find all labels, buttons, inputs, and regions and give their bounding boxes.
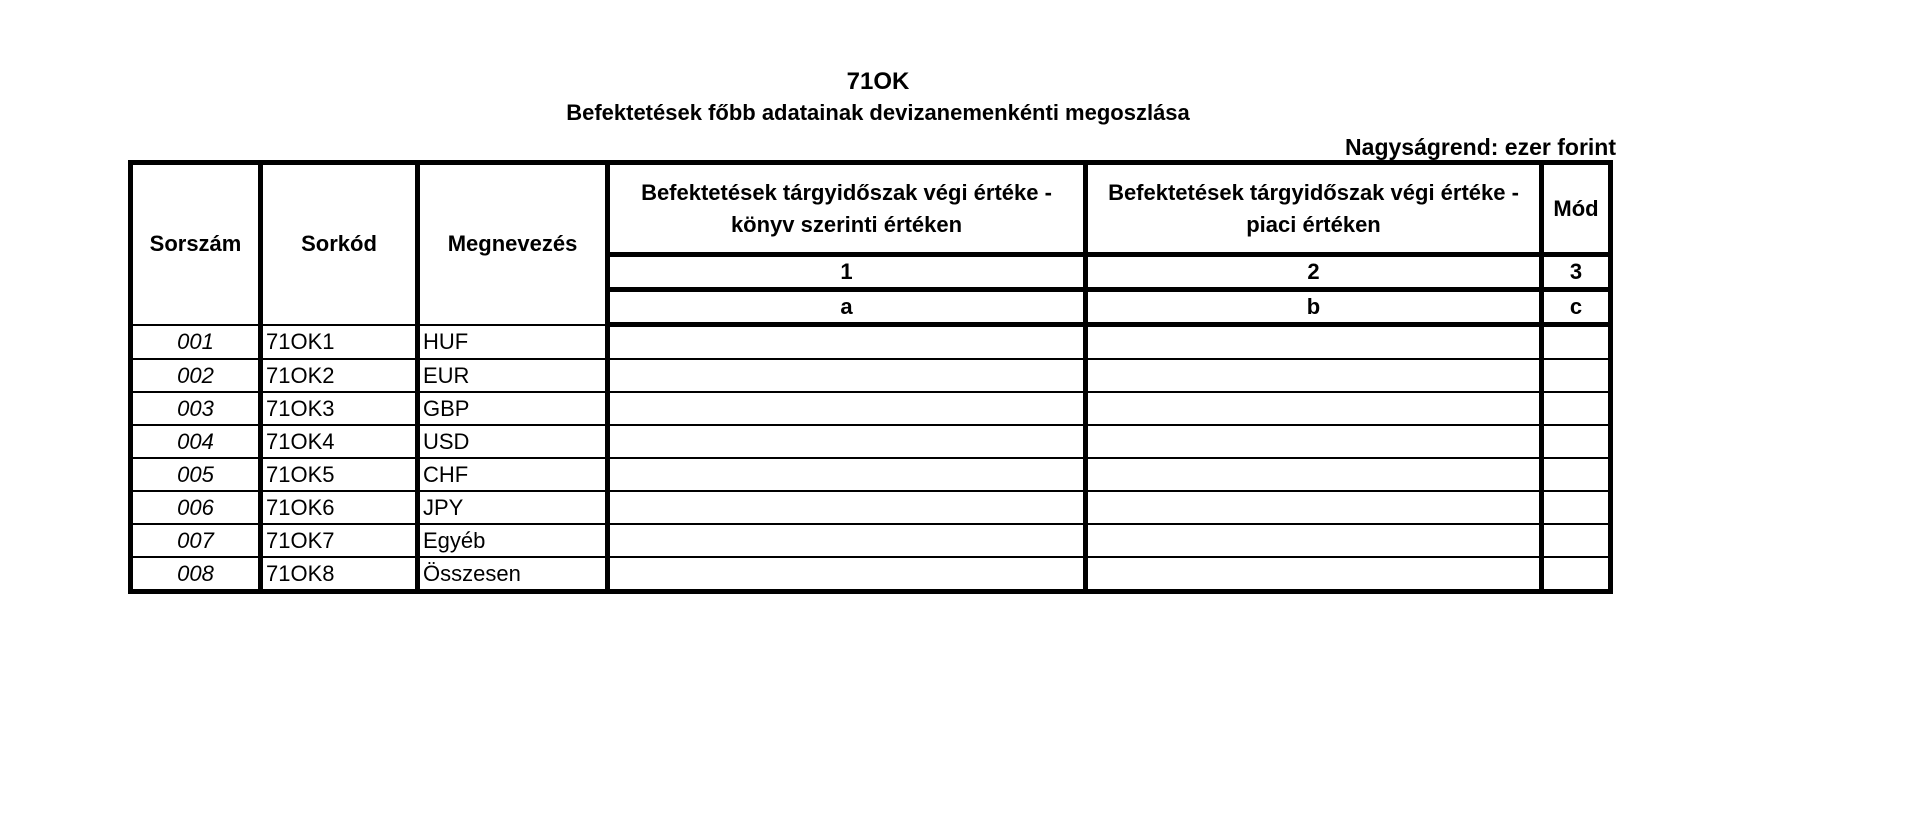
market-value-cell[interactable] — [1086, 491, 1542, 524]
mod-cell[interactable] — [1542, 458, 1611, 491]
table-row — [131, 557, 1611, 592]
market-value-cell[interactable] — [1086, 359, 1542, 392]
row-number: 008 — [131, 557, 261, 592]
market-value-cell[interactable] — [1086, 392, 1542, 425]
column-number-2: 2 — [1086, 255, 1542, 290]
row-name: USD — [418, 425, 608, 458]
table-row — [131, 491, 1611, 524]
row-name: HUF — [418, 325, 608, 360]
header-sorszam: Sorszám — [131, 163, 261, 325]
mod-cell[interactable] — [1542, 491, 1611, 524]
table-row — [131, 425, 1611, 458]
market-value-cell[interactable] — [1086, 557, 1542, 592]
row-code: 71OK3 — [261, 392, 418, 425]
row-code: 71OK1 — [261, 325, 418, 360]
book-value-cell[interactable] — [608, 425, 1086, 458]
mod-cell[interactable] — [1542, 425, 1611, 458]
row-name: Összesen — [418, 557, 608, 592]
book-value-cell[interactable] — [608, 359, 1086, 392]
row-code: 71OK5 — [261, 458, 418, 491]
row-number: 004 — [131, 425, 261, 458]
row-number: 006 — [131, 491, 261, 524]
header-book-value: Befektetések tárgyidőszak végi értéke - könyv szerinti értéken — [608, 163, 1086, 255]
row-code: 71OK4 — [261, 425, 418, 458]
book-value-cell[interactable] — [608, 557, 1086, 592]
row-number: 005 — [131, 458, 261, 491]
mod-cell[interactable] — [1542, 359, 1611, 392]
table-row — [131, 325, 1611, 360]
data-table — [128, 160, 1613, 594]
book-value-cell[interactable] — [608, 491, 1086, 524]
row-number: 001 — [131, 325, 261, 360]
book-value-cell[interactable] — [608, 392, 1086, 425]
unit-label: Nagyságrend: ezer forint — [1345, 134, 1616, 160]
row-name: JPY — [418, 491, 608, 524]
table-row — [131, 458, 1611, 491]
column-number-1: 1 — [608, 255, 1086, 290]
mod-cell[interactable] — [1542, 392, 1611, 425]
row-name: Egyéb — [418, 524, 608, 557]
column-number-3: 3 — [1542, 255, 1611, 290]
header-megnevezes: Megnevezés — [418, 163, 608, 325]
row-number: 002 — [131, 359, 261, 392]
market-value-cell[interactable] — [1086, 458, 1542, 491]
mod-cell[interactable] — [1542, 524, 1611, 557]
row-number: 003 — [131, 392, 261, 425]
mod-cell[interactable] — [1542, 557, 1611, 592]
row-name: EUR — [418, 359, 608, 392]
mod-cell[interactable] — [1542, 325, 1611, 360]
header-mod: Mód — [1542, 163, 1611, 255]
column-letter-b: b — [1086, 290, 1542, 325]
header-market-value: Befektetések tárgyidőszak végi értéke - piaci értéken — [1086, 163, 1542, 255]
market-value-cell[interactable] — [1086, 325, 1542, 360]
header-sorkod: Sorkód — [261, 163, 418, 325]
row-name: CHF — [418, 458, 608, 491]
column-letter-c: c — [1542, 290, 1611, 325]
row-code: 71OK2 — [261, 359, 418, 392]
form-title: Befektetések főbb adatainak devizanemenkénti megoszlása — [566, 100, 1190, 125]
row-code: 71OK6 — [261, 491, 418, 524]
market-value-cell[interactable] — [1086, 425, 1542, 458]
row-code: 71OK8 — [261, 557, 418, 592]
book-value-cell[interactable] — [608, 524, 1086, 557]
table-row — [131, 359, 1611, 392]
market-value-cell[interactable] — [1086, 524, 1542, 557]
form-code-title: 71OK — [846, 68, 910, 95]
table-row — [131, 392, 1611, 425]
row-name: GBP — [418, 392, 608, 425]
table-row — [131, 524, 1611, 557]
row-number: 007 — [131, 524, 261, 557]
book-value-cell[interactable] — [608, 458, 1086, 491]
column-letter-a: a — [608, 290, 1086, 325]
book-value-cell[interactable] — [608, 325, 1086, 360]
row-code: 71OK7 — [261, 524, 418, 557]
